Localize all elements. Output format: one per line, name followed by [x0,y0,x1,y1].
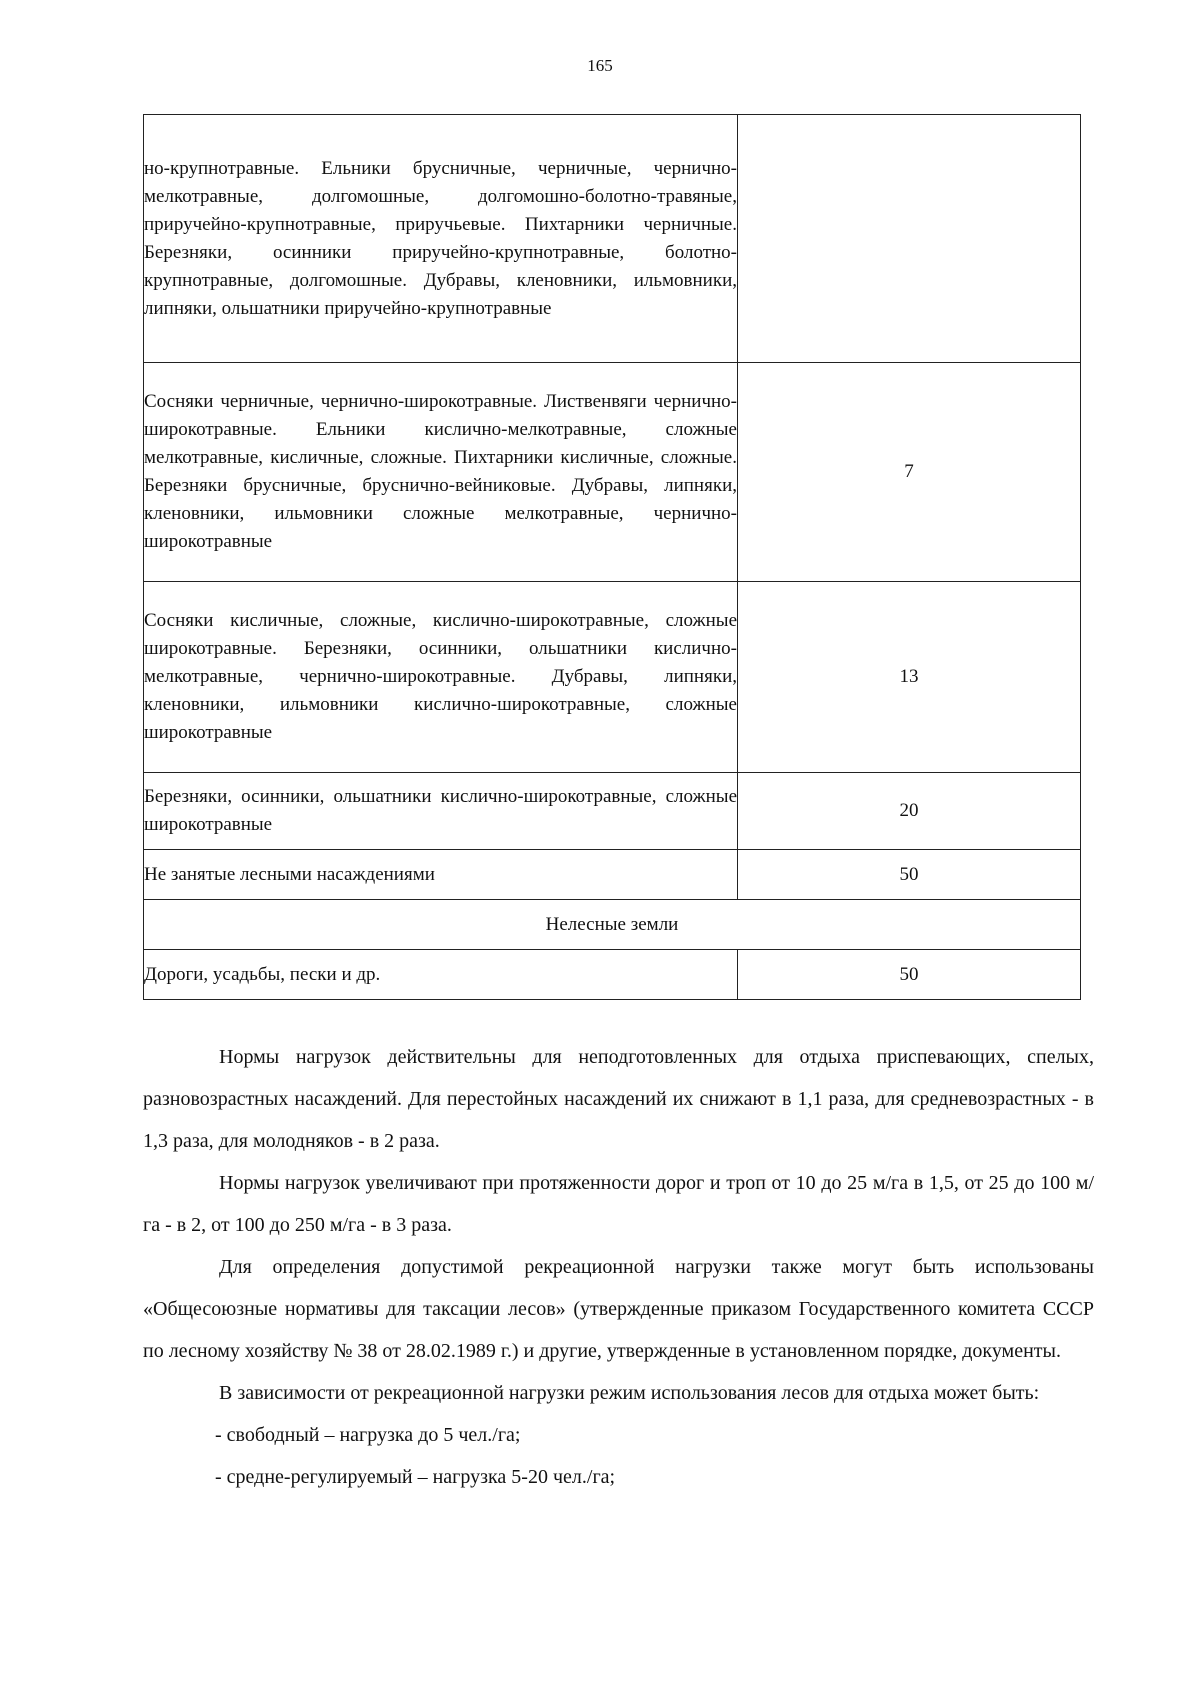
list-item: - средне-регулируемый – нагрузка 5-20 чел./га; [215,1466,616,1488]
load-value-cell: 7 [738,363,1081,582]
load-value-cell: 50 [738,850,1081,900]
paragraph: В зависимости от рекреационной нагрузки режим использования лесов для отдыха может быть: [219,1382,1040,1404]
paragraph: Нормы нагрузок увеличивают при протяженности дорог и троп от 10 до 25 м/га в 1,5, от 25 до 100 м/га - в 2, от 100 до 250 м/га - в 3 раза. [143,1172,1094,1236]
forest-type-cell: Не занятые лесными насаждениями [144,850,738,900]
forest-type-cell: Березняки, осинники, ольшатники кислично-широкотравные, сложные широкотравные [144,773,738,850]
paragraph: Для определения допустимой рекреационной нагрузки также могут быть использованы «Общесоюзные нормативы для таксации лесов» (утвержденные приказом Государственного комитета СССР по лесному хозяйству № 38 от 28.02.1989 г.) и другие, утвержденные в установленном порядке, документы. [143,1256,1094,1362]
section-heading: Нелесные земли [144,900,1081,950]
table-row [144,582,1081,773]
paragraph: Нормы нагрузок действительны для неподготовленных для отдыха приспевающих, спелых, разновозрастных насаждений. Для перестойных насаждений их снижают в 1,1 раза, для средневозрастных - в 1,3 раза, для молодняков - в 2 раза. [143,1046,1094,1152]
load-value-cell [738,115,1081,363]
table-row [144,850,1081,900]
list-item: - свободный – нагрузка до 5 чел./га; [215,1424,521,1446]
table-row [144,363,1081,582]
body-text [143,1036,1094,1498]
table-row [144,773,1081,850]
forest-type-cell: Сосняки кисличные, сложные, кислично-широкотравные, сложные широкотравные. Березняки, осинники, ольшатники кислично-мелкотравные, чернично-широкотравные. Дубравы, липняки, кленовники, ильмовники кислично-широкотравные, сложные широкотравные [144,582,738,773]
forest-type-cell: Дороги, усадьбы, пески и др. [144,950,738,1000]
load-value-cell: 20 [738,773,1081,850]
table-row [144,115,1081,363]
forest-type-cell: но-крупнотравные. Ельники брусничные, черничные, чернично-мелкотравные, долгомошные, долгомошно-болотно-травяные, приручейно-крупнотравные, приручьевые. Пихтарники черничные. Березняки, осинники приручейно-крупнотравные, болотно-крупнотравные, долгомошные. Дубравы, кленовники, ильмовники, липняки, ольшатники приручейно-крупнотравные [144,115,738,363]
forest-type-cell: Сосняки черничные, чернично-широкотравные. Лиственвяги чернично-широкотравные. Ельники кислично-мелкотравные, сложные мелкотравные, кисличные, сложные. Пихтарники кисличные, сложные. Березняки брусничные, бруснично-вейниковые. Дубравы, липняки, кленовники, ильмовники сложные мелкотравные, чернично-широкотравные [144,363,738,582]
table-row [144,950,1081,1000]
load-value-cell: 13 [738,582,1081,773]
recreation-load-table [143,114,1081,1000]
page-number: 165 [587,56,613,75]
table-section-row [144,900,1081,950]
load-value-cell: 50 [738,950,1081,1000]
